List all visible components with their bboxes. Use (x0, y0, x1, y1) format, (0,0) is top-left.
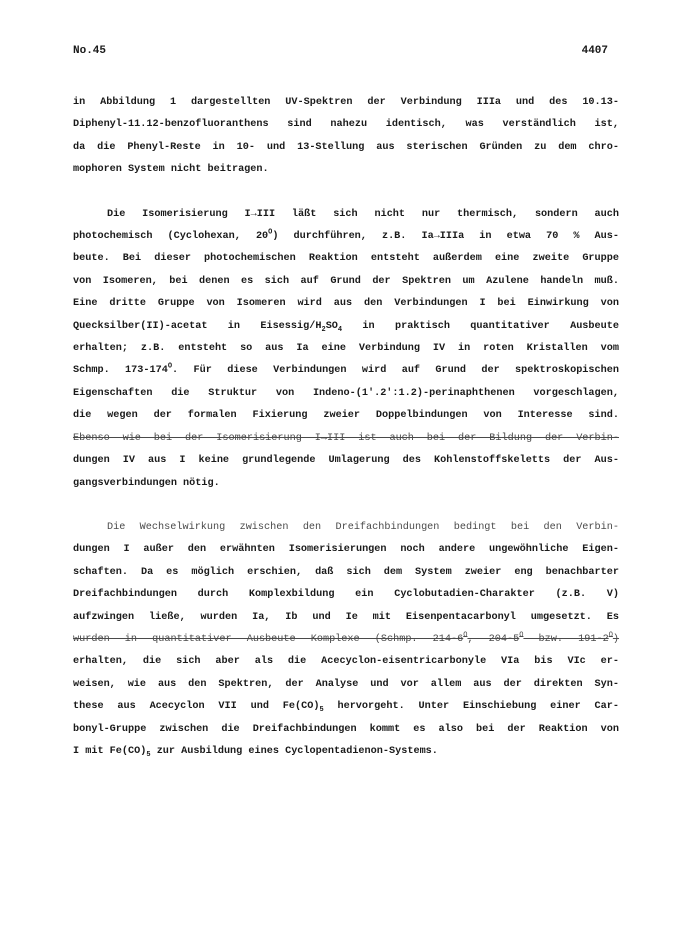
issue-number: No.45 (73, 45, 107, 57)
text-line: Quecksilber(II)-acetat in Eisessig/$H_2SO_4$ in praktisch quantitativer Ausbeute (73, 320, 619, 334)
text-line: von Isomeren, bei denen es sich auf Grund der Spektren um Azulene handeln muß. (73, 275, 619, 287)
text-line: dungen IV aus I keine grundlegende Umlagerung des Kohlenstoffskeletts der Aus- (73, 455, 619, 467)
text-line: erhalten, die sich aber als die Acecyclon-eisentricarbonyle VIa bis VIc er- (73, 656, 619, 668)
text-line: Schmp. $173-174^O$. Für diese Verbindungen wird auf Grund der spektroskopischen (73, 363, 619, 377)
text-line: bonyl-Gruppe zwischen die Dreifachbindungen kommt es also bei der Reaktion von (73, 723, 619, 735)
text-line: Diphenyl-11.12-benzofluoranthens sind nahezu identisch, was verständlich ist, (73, 119, 619, 131)
paragraph-1 (73, 92, 619, 182)
text-line: die wegen der formalen Fixierung zweier Doppelbindungen von Interesse sind. (73, 410, 619, 422)
text-line: Die Wechselwirkung zwischen den Dreifachbindungen bedingt bei den Verbin- (107, 521, 619, 533)
text-line: I mit $Fe(CO)_5$ zur Ausbildung eines Cyclopentadienon-Systems. (73, 745, 438, 759)
text-line: weisen, wie aus den Spektren, der Analyse und vor allem aus der direkten Syn- (73, 678, 619, 690)
text-line: Die Isomerisierung I→III läßt sich nicht nur thermisch, sondern auch (107, 208, 619, 220)
text-line: erhalten; z.B. entsteht so aus Ia eine Verbindung IV in roten Kristallen vom (73, 343, 619, 355)
text-line: dungen I außer den erwähnten Isomerisierungen noch andere ungewöhnliche Eigen- (73, 544, 619, 556)
text-line: da die Phenyl-Reste in 10- und 13-Stellung aus sterischen Gründen zu dem chro- (73, 141, 619, 153)
text-line: photochemisch (Cyclohexan, $20^O$) durchführen, z.B. Ia→IIIa in etwa 70 % Aus- (73, 228, 619, 243)
text-line: these aus Acecyclon VII und $Fe(CO)_5$ hervorgeht. Unter Einschiebung einer Car- (73, 701, 619, 715)
paragraph-2 (73, 204, 619, 495)
page-number: 4407 (581, 45, 608, 57)
paragraph-3 (73, 517, 619, 763)
text-line: beute. Bei dieser photochemischen Reaktion entsteht außerdem eine zweite Gruppe (73, 253, 619, 265)
text-line: schaften. Da es möglich erschien, daß sich dem System zweier eng benachbarter (73, 566, 619, 578)
document-body (73, 92, 619, 763)
struck-text-line: Ebenso wie bei der Isomerisierung I→III ist auch bei der Bildung der Verbin- (73, 432, 619, 444)
text-line: aufzwingen ließe, wurden Ia, Ib und Ie mit Eisenpentacarbonyl umgesetzt. Es (73, 611, 619, 623)
text-line: Eigenschaften die Struktur von Indeno-(1'.2':1.2)-perinaphthenen vorgeschlagen, (73, 387, 619, 399)
struck-text-line: wurden in quantitativer Ausbeute Komplexe (Schmp. $214-6^O$, $204-5^O$ bzw. $191-2^O$) (73, 631, 620, 645)
text-line: Eine dritte Gruppe von Isomeren wird aus den Verbindungen I bei Einwirkung von (73, 298, 619, 310)
text-line: gangsverbindungen nötig. (73, 477, 220, 489)
text-line: mophoren System nicht beitragen. (73, 164, 269, 176)
text-line: in Abbildung 1 dargestellten UV-Spektren der Verbindung IIIa und des 10.13- (73, 97, 619, 108)
text-line: Dreifachbindungen durch Komplexbildung ein Cyclobutadien-Charakter (z.B. V) (73, 589, 619, 601)
